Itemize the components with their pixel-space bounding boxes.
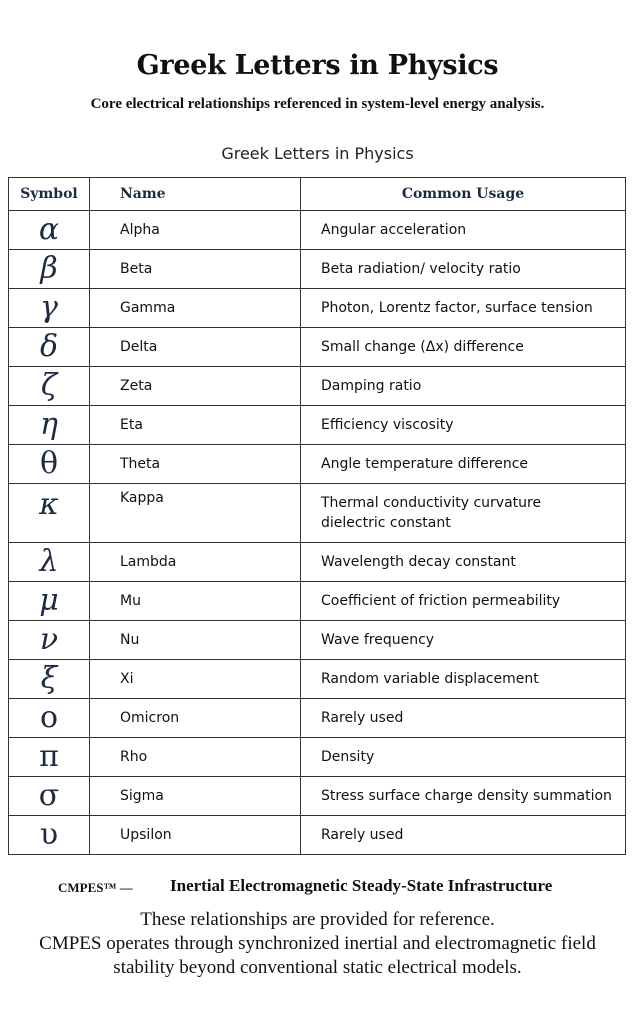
table-row	[9, 328, 626, 367]
symbol-cell: σ	[9, 777, 90, 816]
usage-cell: Efficiency viscosity	[301, 406, 626, 445]
symbol-cell: κ	[9, 484, 90, 543]
name-cell: Omicron	[90, 699, 301, 738]
brand-mark: CMPES™ —	[58, 880, 133, 895]
usage-cell: Stress surface charge density summation	[301, 777, 626, 816]
symbol-cell: υ	[9, 816, 90, 855]
usage-cell: Beta radiation/ velocity ratio	[301, 250, 626, 289]
name-cell: Upsilon	[90, 816, 301, 855]
column-header-symbol: Symbol	[9, 178, 90, 211]
symbol-cell: β	[9, 250, 90, 289]
symbol-cell: μ	[9, 582, 90, 621]
table-row	[9, 367, 626, 406]
usage-cell: Wave frequency	[301, 621, 626, 660]
usage-cell: Rarely used	[301, 816, 626, 855]
symbol-cell: θ	[9, 445, 90, 484]
table-row	[9, 660, 626, 699]
column-header-name: Name	[90, 178, 301, 211]
usage-line-1: Thermal conductivity curvature	[321, 495, 542, 511]
note-line: These relationships are provided for reference.	[140, 909, 495, 930]
table-row	[9, 211, 626, 250]
table-row	[9, 289, 626, 328]
table-row	[9, 777, 626, 816]
brand-full-name: Inertial Electromagnetic Steady-State Infrastructure	[170, 876, 553, 895]
name-cell: Lambda	[90, 543, 301, 582]
symbol-cell: ζ	[9, 367, 90, 406]
usage-cell: Photon, Lorentz factor, surface tension	[301, 289, 626, 328]
column-header-usage: Common Usage	[301, 178, 626, 211]
symbol-cell: α	[9, 211, 90, 250]
table-row	[9, 699, 626, 738]
greek-letters-table	[8, 177, 626, 855]
table-row	[9, 445, 626, 484]
usage-cell: Damping ratio	[301, 367, 626, 406]
symbol-cell: λ	[9, 543, 90, 582]
usage-cell	[301, 484, 626, 543]
name-cell: Xi	[90, 660, 301, 699]
name-cell: Sigma	[90, 777, 301, 816]
name-cell: Mu	[90, 582, 301, 621]
note-line: CMPES operates through synchronized inertial and electromagnetic field	[39, 933, 596, 954]
symbol-cell: δ	[9, 328, 90, 367]
usage-cell: Small change (Δx) difference	[301, 328, 626, 367]
name-cell: Kappa	[90, 484, 301, 543]
symbol-cell: ο	[9, 699, 90, 738]
name-cell: Theta	[90, 445, 301, 484]
usage-cell: Random variable displacement	[301, 660, 626, 699]
table-caption: Greek Letters in Physics	[221, 144, 414, 163]
name-cell: Alpha	[90, 211, 301, 250]
usage-cell: Angle temperature difference	[301, 445, 626, 484]
table-row	[9, 816, 626, 855]
name-cell: Eta	[90, 406, 301, 445]
symbol-cell: ν	[9, 621, 90, 660]
table-row	[9, 738, 626, 777]
name-cell: Zeta	[90, 367, 301, 406]
table-row	[9, 582, 626, 621]
table-row	[9, 543, 626, 582]
symbol-cell: ξ	[9, 660, 90, 699]
usage-cell: Angular acceleration	[301, 211, 626, 250]
table-row	[9, 406, 626, 445]
table-header-row	[9, 178, 626, 211]
note-line: stability beyond conventional static electrical models.	[113, 957, 522, 978]
usage-line-2: dielectric constant	[321, 515, 451, 531]
table-row	[9, 484, 626, 543]
symbol-cell: η	[9, 406, 90, 445]
usage-cell: Density	[301, 738, 626, 777]
name-cell: Delta	[90, 328, 301, 367]
usage-cell: Rarely used	[301, 699, 626, 738]
name-cell: Nu	[90, 621, 301, 660]
symbol-cell: π	[9, 738, 90, 777]
usage-cell: Coefficient of friction permeability	[301, 582, 626, 621]
name-cell: Beta	[90, 250, 301, 289]
page-subtitle: Core electrical relationships referenced in system-level energy analysis.	[90, 96, 545, 112]
footer-note	[0, 908, 635, 980]
table-row	[9, 621, 626, 660]
table-row	[9, 250, 626, 289]
usage-cell: Wavelength decay constant	[301, 543, 626, 582]
name-cell: Rho	[90, 738, 301, 777]
symbol-cell: γ	[9, 289, 90, 328]
name-cell: Gamma	[90, 289, 301, 328]
page-title: Greek Letters in Physics	[136, 50, 499, 81]
